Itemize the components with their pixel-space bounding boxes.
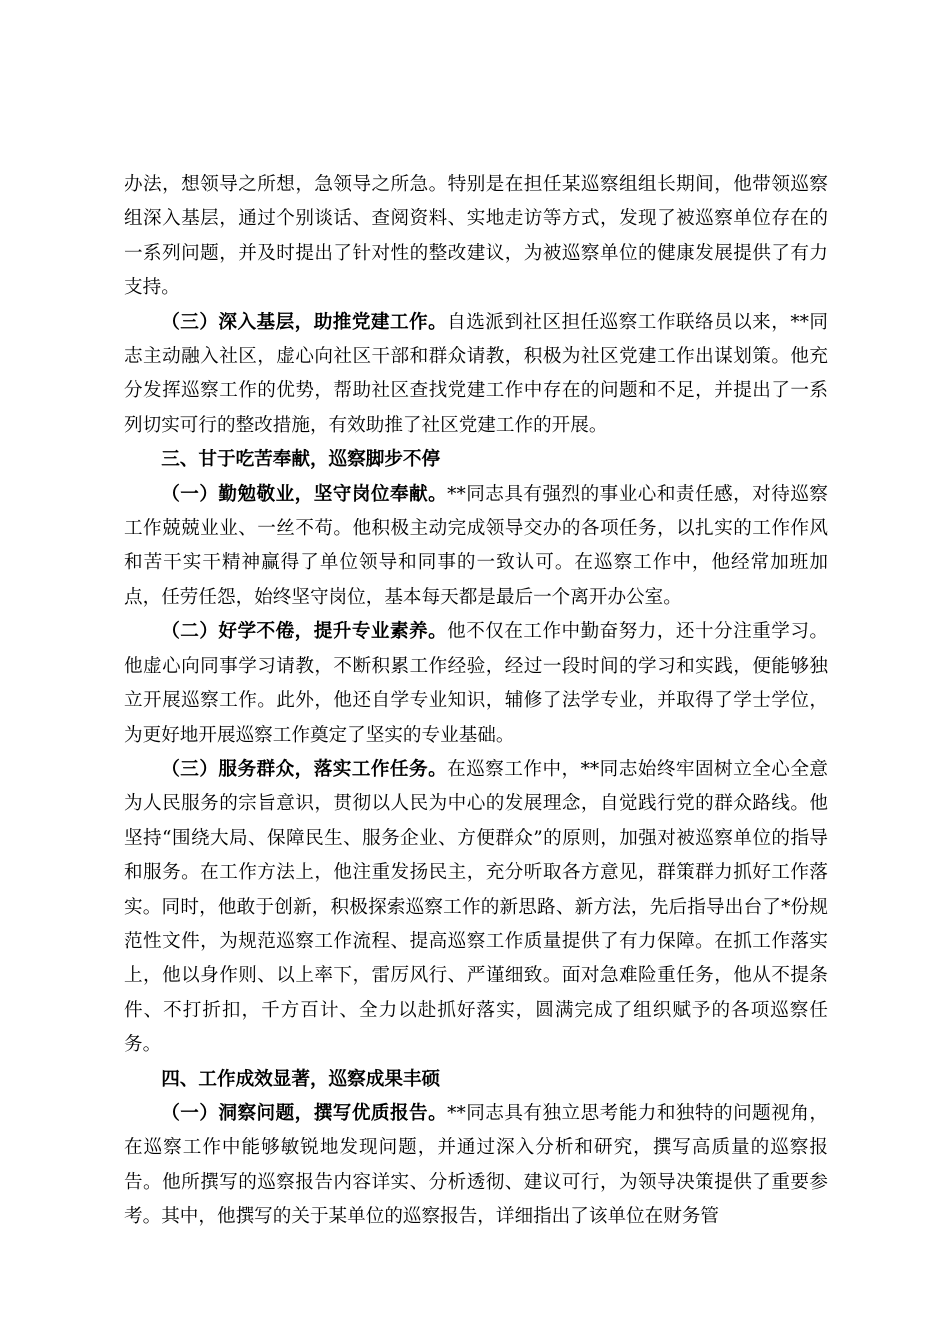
paragraph-lead: （三）服务群众，落实工作任务。 bbox=[161, 758, 448, 780]
section-heading: 三、甘于吃苦奉献，巡察脚步不停 bbox=[161, 449, 441, 471]
paragraph-text: 自选派到社区担任巡察工作联络员以来，**同志主动融入社区，虚心向社区干部和群众请教，积极为社区党建工作出谋划策。他充分发挥巡察工作的优势，帮助社区查找党建工作中存在的问题和不足，并提出了一系列切实可行的整改措施，有效助推了社区党建工作的开展。 bbox=[124, 311, 828, 436]
paragraph-lead: （二）好学不倦，提升专业素养。 bbox=[161, 621, 448, 643]
paragraph-text: 他不仅在工作中勤奋努力，还十分注重学习。他虚心向同事学习请教，不断积累工作经验，经过一段时间的学习和实践，便能够独立开展巡察工作。此外，他还自学专业知识，辅修了法学专业，并取得了学士学位，为更好地开展巡察工作奠定了坚实的专业基础。 bbox=[124, 621, 828, 746]
paragraph-lead: （三）深入基层，助推党建工作。 bbox=[161, 311, 448, 333]
body-paragraph-continued bbox=[124, 168, 828, 306]
body-paragraph bbox=[124, 753, 828, 1063]
paragraph-text: **同志具有独立思考能力和独特的问题视角，在巡察工作中能够敏锐地发现问题，并通过深入分析和研究，撰写高质量的巡察报告。他所撰写的巡察报告内容详实、分析透彻、建议可行，为领导决策提供了重要参考。其中，他撰写的关于某单位的巡察报告，详细指出了该单位在财务管 bbox=[124, 1102, 828, 1228]
body-paragraph bbox=[124, 478, 828, 616]
document-page bbox=[124, 168, 828, 1235]
paragraph-text: 办法，想领导之所想，急领导之所急。特别是在担任某巡察组组长期间，他带领巡察组深入基层，通过个别谈话、查阅资料、实地走访等方式，发现了被巡察单位存在的一系列问题，并及时提出了针对性的整改建议，为被巡察单位的健康发展提供了有力支持。 bbox=[124, 174, 828, 299]
paragraph-text: 在巡察工作中，**同志始终牢固树立全心全意为人民服务的宗旨意识，贯彻以人民为中心的发展理念，自觉践行党的群众路线。他坚持“围绕大局、保障民生、服务企业、方便群众”的原则，加强对被巡察单位的指导和服务。在工作方法上，他注重发扬民主，充分听取各方意见，群策群力抓好工作落实。同时，他敢于创新，积极探索巡察工作的新思路、新方法，先后指导出台了*份规范性文件，为规范巡察工作流程、提高巡察工作质量提供了有力保障。在抓工作落实上，他以身作则、以上率下，雷厉风行、严谨细致。面对急难险重任务，他从不提条件、不打折扣，千方百计、全力以赴抓好落实，圆满完成了组织赋予的各项巡察任务。 bbox=[124, 758, 828, 1056]
body-paragraph bbox=[124, 1097, 828, 1235]
body-paragraph bbox=[124, 615, 828, 753]
body-paragraph bbox=[124, 306, 828, 444]
paragraph-lead: （一）勤勉敬业，坚守岗位奉献。 bbox=[161, 483, 448, 505]
paragraph-text: **同志具有强烈的事业心和责任感，对待巡察工作兢兢业业、一丝不苟。他积极主动完成领导交办的各项任务，以扎实的工作作风和苦干实干精神赢得了单位领导和同事的一致认可。在巡察工作中，他经常加班加点，任劳任怨，始终坚守岗位，基本每天都是最后一个离开办公室。 bbox=[124, 483, 828, 608]
section-heading: 四、工作成效显著，巡察成果丰硕 bbox=[161, 1068, 441, 1090]
paragraph-lead: （一）洞察问题，撰写优质报告。 bbox=[161, 1102, 448, 1124]
